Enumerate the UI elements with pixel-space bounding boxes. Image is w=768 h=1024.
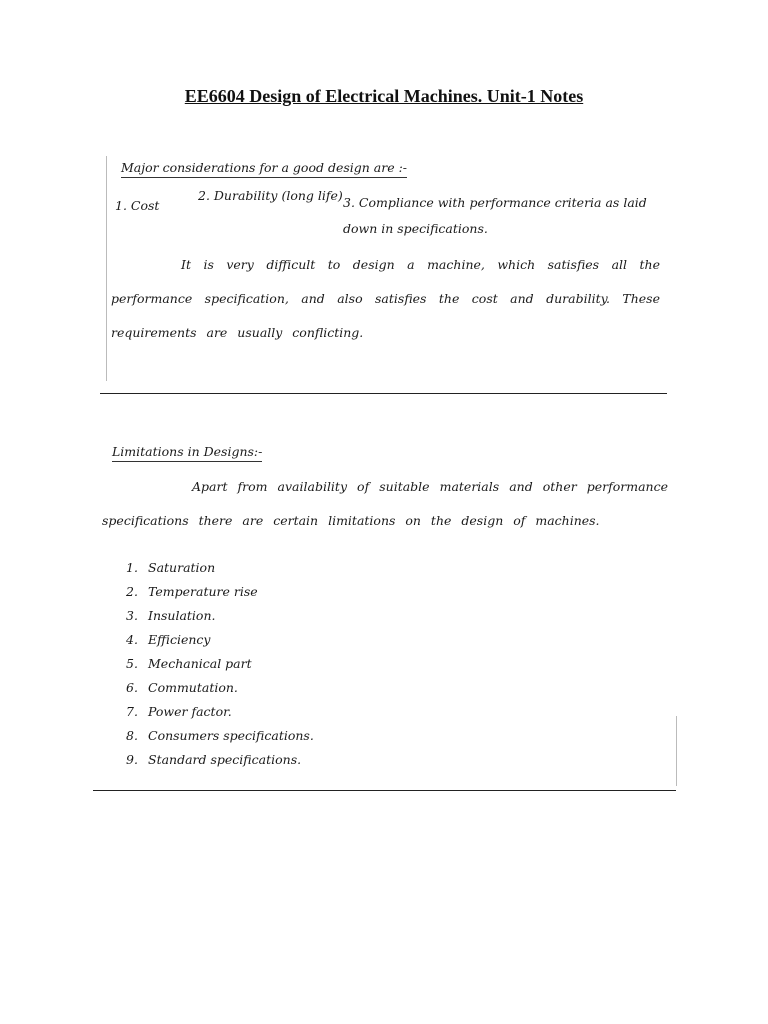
- list-item: 9. Standard specifications.: [126, 752, 302, 767]
- consideration-item-durability: 2. Durability (long life): [198, 188, 343, 203]
- limitations-list: [126, 556, 314, 772]
- list-item: 3. Insulation.: [126, 608, 216, 623]
- page-title: EE6604 Design of Electrical Machines. Unit-1 Notes: [184, 86, 584, 106]
- list-item: 8. Consumers specifications.: [126, 728, 314, 743]
- list-item: 5. Mechanical part: [126, 656, 252, 671]
- scan-edge: [676, 716, 677, 786]
- list-item: 7. Power factor.: [126, 704, 232, 719]
- section-divider: [100, 393, 667, 394]
- limitations-heading: Limitations in Designs:-: [112, 446, 262, 462]
- list-item: 1. Saturation: [126, 560, 216, 575]
- list-item: 4. Efficiency: [126, 632, 211, 647]
- handwritten-block-limitations: [94, 438, 676, 793]
- list-item: 6. Commutation.: [126, 680, 238, 695]
- list-item: 2. Temperature rise: [126, 584, 258, 599]
- considerations-heading: Major considerations for a good design are :-: [121, 162, 407, 178]
- consideration-item-compliance: 3. Compliance with performance criteria as laid down in specifications.: [343, 195, 647, 236]
- consideration-item-cost: 1. Cost: [115, 198, 160, 213]
- considerations-paragraph: It is very difficult to design a machine, which satisfies all the performance specification, and also satisfies the cost and durability. These requirements are usually conflicting.: [111, 257, 660, 340]
- scan-edge: [106, 156, 107, 381]
- handwritten-block-considerations: [103, 150, 668, 395]
- section-divider: [93, 790, 676, 791]
- limitations-paragraph: Apart from availability of suitable materials and other performance specifications there are certain limitations on the design of machines.: [102, 479, 668, 528]
